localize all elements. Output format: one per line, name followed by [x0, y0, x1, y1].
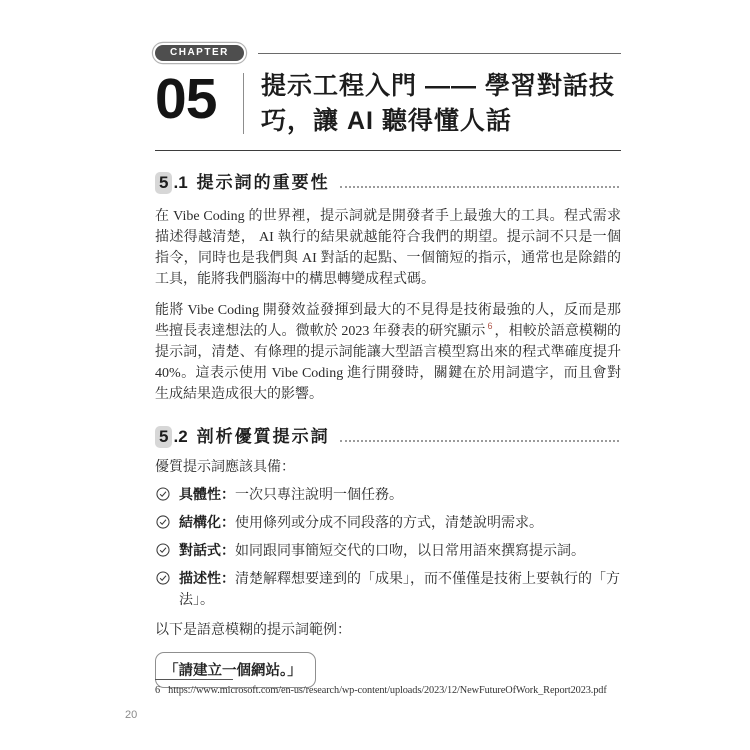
chapter-title-divider — [243, 73, 244, 134]
list-item — [155, 568, 621, 611]
section-title: 提示詞的重要性 — [196, 173, 330, 192]
chapter-title-line2: 巧，讓 AI 聽得懂人話 — [261, 107, 512, 135]
section-number-rest: .1 — [173, 173, 188, 192]
list-item-body: 如同跟同事簡短交代的口吻，以日常用語來撰寫提示詞。 — [235, 544, 585, 559]
chapter-header-badge-row — [155, 45, 621, 61]
section-heading-5-2 — [155, 422, 621, 448]
footnote-number: 6 — [155, 685, 161, 696]
section-heading-5-1 — [155, 168, 621, 194]
chapter-header-rule — [155, 150, 621, 151]
example-prompt-box: 「請建立一個網站。」 — [155, 652, 316, 688]
footnote — [155, 679, 635, 696]
page-number: 20 — [125, 709, 138, 721]
paragraph-text: ，相較於語意模糊的提示詞，清楚、有條理的提示詞能讓大型語言模型寫出來的程式準確度提升 40%。這表示使用 Vibe Coding 進行開發時，關鍵在於用詞遣字，而且會對生成結果造成很大的影響。 — [155, 324, 622, 402]
check-circle-icon — [156, 543, 170, 557]
list-item-text — [179, 568, 621, 611]
list-item-text — [179, 540, 585, 562]
section-number-badge: 5 — [155, 426, 172, 448]
section-number-badge: 5 — [155, 172, 172, 194]
check-circle-icon — [156, 515, 170, 529]
chapter-title-line1: 提示工程入門 —— 學習對話技 — [261, 72, 615, 100]
list-item — [155, 540, 621, 562]
footnote-url: https://www.microsoft.com/en-us/research/wp-content/uploads/2023/12/NewFutureOfWork_Report2023.pdf — [168, 685, 607, 696]
list-item-text — [179, 512, 543, 534]
list-item-label: 對話式： — [179, 542, 235, 558]
list-item-label: 結構化： — [179, 514, 235, 530]
list-item — [155, 484, 621, 506]
list-item-label: 具體性： — [179, 486, 235, 502]
list-item — [155, 512, 621, 534]
bullet-list-intro: 優質提示詞應該具備： — [155, 460, 295, 475]
chapter-title-block — [155, 68, 621, 139]
list-item-text — [179, 484, 403, 506]
dotted-leader — [340, 186, 619, 188]
footnote-line — [155, 685, 635, 696]
bullet-list — [155, 484, 621, 611]
paragraph-text: 能將 Vibe Coding 開發效益發揮到最大的不見得是技術最強的人，反而是那些擅長表達想法的人。微軟於 2023 年發表的研究顯示 — [155, 303, 621, 339]
list-item-body: 一次只專注說明一個任務。 — [235, 488, 403, 503]
paragraph-text: 在 Vibe Coding 的世界裡，提示詞就是開發者手上最強大的工具。程式需求描述得越清楚， AI 執行的結果就越能符合我們的期望。提示詞不只是一個指令，同時也是我們與 AI 對話的起點、一個簡短的指示，通常也是除錯的工具，能將我們腦海中的構思轉變成程式碼。 — [155, 209, 621, 287]
paragraph — [155, 300, 621, 405]
list-item-body: 使用條列或分成不同段落的方式，清楚說明需求。 — [235, 516, 543, 531]
section-title: 剖析優質提示詞 — [196, 427, 330, 446]
list-item-label: 描述性： — [179, 570, 235, 586]
header-rule-top — [258, 53, 621, 54]
check-circle-icon — [156, 487, 170, 501]
page-content — [155, 0, 621, 688]
dotted-leader — [340, 440, 619, 442]
check-circle-icon — [156, 571, 170, 585]
chapter-title — [261, 68, 615, 139]
paragraph — [155, 206, 621, 290]
list-item-body: 清楚解釋想要達到的「成果」，而不僅僅是技術上要執行的「方法」。 — [179, 572, 620, 608]
footnote-marker-superscript: 6 — [487, 321, 493, 332]
example-intro: 以下是語意模糊的提示詞範例： — [155, 623, 351, 638]
chapter-number: 05 — [155, 67, 217, 131]
section-number-rest: .2 — [173, 427, 188, 446]
footnote-rule — [155, 679, 233, 680]
chapter-badge: CHAPTER — [155, 45, 244, 61]
